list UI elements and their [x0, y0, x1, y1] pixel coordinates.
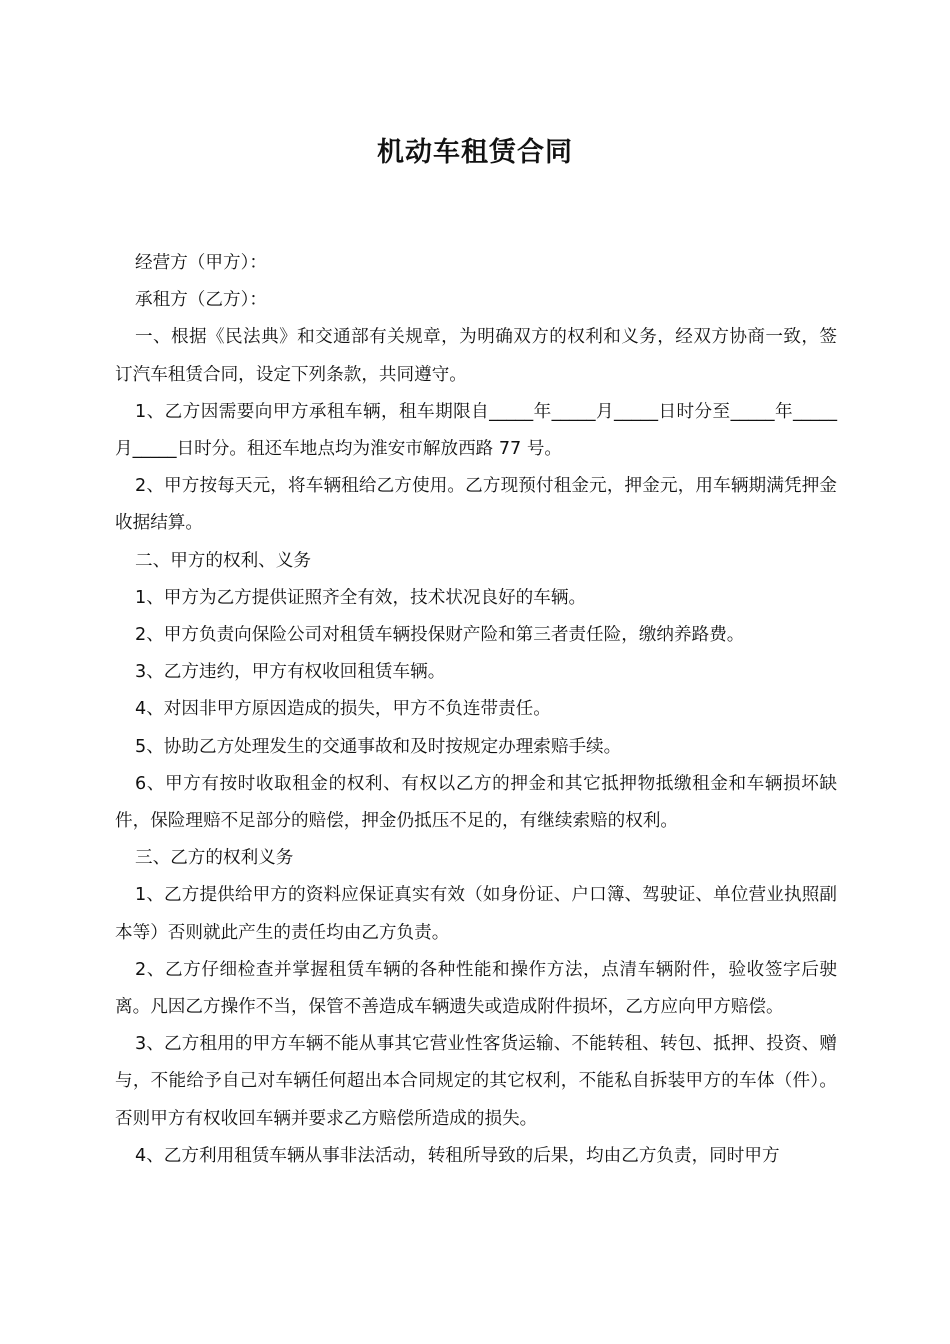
clause-1: 一、根据《民法典》和交通部有关规章，为明确双方的权利和义务，经双方协商一致，签订汽车租赁合同，设定下列条款，共同遵守。 — [115, 327, 837, 385]
section-2-item-3: 3、乙方违约，甲方有权收回租赁车辆。 — [135, 662, 446, 683]
section-3-item-1: 1、乙方提供给甲方的资料应保证真实有效（如身份证、户口簿、驾驶证、单位营业执照副本等）否则就此产生的责任均由乙方负责。 — [115, 885, 837, 943]
section-2-item-5: 5、协助乙方处理发生的交通事故和及时按规定办理索赔手续。 — [135, 736, 622, 757]
section-3-heading: 三、乙方的权利义务 — [135, 848, 294, 869]
section-3-item-4: 4、乙方利用租赁车辆从事非法活动，转租所导致的后果，均由乙方负责，同时甲方 — [135, 1145, 780, 1166]
document-title: 机动车租赁合同 — [377, 137, 573, 168]
section-2-item-4: 4、对因非甲方原因造成的损失，甲方不负连带责任。 — [135, 699, 551, 720]
clause-1-item-2: 2、甲方按每天元，将车辆租给乙方使用。乙方现预付租金元，押金元，用车辆期满凭押金收据结算。 — [115, 476, 837, 534]
document-body — [115, 245, 837, 1175]
clause-1-item-1: 1、乙方因需要向甲方承租车辆，租车期限自_____年_____月_____日时分至_____年_____月_____日时分。租还车地点均为淮安市解放西路 77 号。 — [115, 401, 837, 460]
section-2-heading: 二、甲方的权利、义务 — [135, 550, 311, 571]
section-2-item-1: 1、甲方为乙方提供证照齐全有效，技术状况良好的车辆。 — [135, 587, 587, 608]
section-2-item-6: 6、甲方有按时收取租金的权利、有权以乙方的押金和其它抵押物抵缴租金和车辆损坏缺件，保险理赔不足部分的赔偿，押金仍抵压不足的，有继续索赔的权利。 — [115, 773, 837, 832]
section-3-item-3: 3、乙方租用的甲方车辆不能从事其它营业性客货运输、不能转租、转包、抵押、投资、赠与，不能给予自己对车辆任何超出本合同规定的其它权利，不能私自拆装甲方的车体（件）。否则甲方有权收回车辆并要求乙方赔偿所造成的损失。 — [115, 1034, 837, 1129]
party-a-line: 经营方（甲方）： — [135, 253, 267, 273]
section-3-item-2: 2、乙方仔细检查并掌握租赁车辆的各种性能和操作方法，点清车辆附件，验收签字后驶离。凡因乙方操作不当，保管不善造成车辆遗失或造成附件损坏，乙方应向甲方赔偿。 — [115, 959, 837, 1018]
party-b-line: 承租方（乙方）： — [135, 290, 267, 311]
section-2-item-2: 2、甲方负责向保险公司对租赁车辆投保财产险和第三者责任险，缴纳养路费。 — [135, 625, 745, 646]
